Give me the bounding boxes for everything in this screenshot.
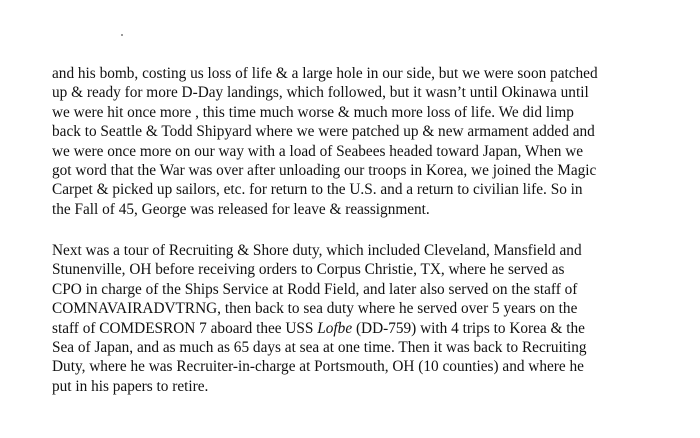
text-segment: (DD-759) with 4 trips to Korea & the xyxy=(352,319,585,337)
paragraph-service-history xyxy=(52,64,692,219)
text-line: Duty, where he was Recruiter-in-charge at Portsmouth, OH (10 counties) and where he xyxy=(52,358,584,376)
scan-speck xyxy=(121,34,123,36)
text-line: back to Seattle & Todd Shipyard where we were patched up & new armament added and xyxy=(52,123,595,141)
text-line: got word that the War was over after unloading our troops in Korea, we joined the Magic xyxy=(52,162,597,180)
text-line: Sea of Japan, and as much as 65 days at sea at one time. Then it was back to Recruiting xyxy=(52,339,587,357)
text-line: up & ready for more D-Day landings, which followed, but it wasn’t until Okinawa until xyxy=(52,84,589,102)
text-line: Stunenville, OH before receiving orders to Corpus Christie, TX, where he served as xyxy=(52,261,565,279)
ship-name: Lofbe xyxy=(317,319,353,337)
text-line: COMNAVAIRADVTRNG, then back to sea duty where he served over 5 years on the xyxy=(52,300,578,318)
paragraph-recruiting-duty xyxy=(52,241,692,396)
text-line: and his bomb, costing us loss of life & a large hole in our side, but we were soon patched xyxy=(52,65,598,82)
text-segment: staff of COMDESRON 7 aboard thee USS xyxy=(52,319,318,337)
text-line: put in his papers to retire. xyxy=(52,377,209,395)
text-line: we were hit once more , this time much worse & much more loss of life. We did limp xyxy=(52,103,574,121)
text-line: CPO in charge of the Ships Service at Rodd Field, and later also served on the staff of xyxy=(52,280,578,298)
text-line: the Fall of 45, George was released for leave & reassignment. xyxy=(52,200,430,218)
text-line: Next was a tour of Recruiting & Shore duty, which included Cleveland, Mansfield and xyxy=(52,242,582,259)
text-line-with-ship xyxy=(52,319,692,338)
text-line: we were once more on our way with a load of Seabees headed toward Japan, When we xyxy=(52,142,584,160)
text-line: Carpet & picked up sailors, etc. for return to the U.S. and a return to civilian life. So in xyxy=(52,181,583,199)
